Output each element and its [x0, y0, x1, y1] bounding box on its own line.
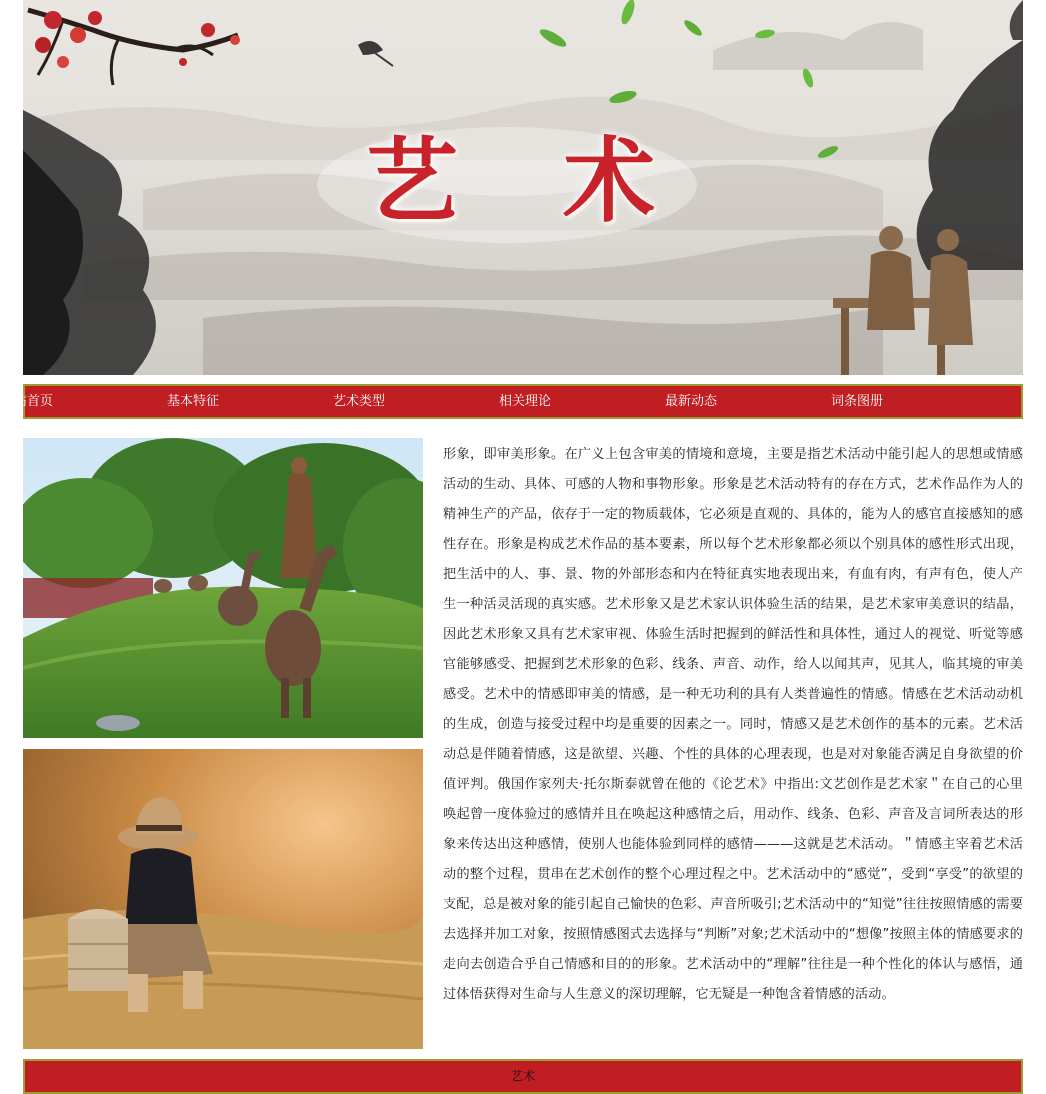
nav-item-theory[interactable]: 相关理论	[498, 394, 551, 409]
garden-statue-photo	[23, 438, 423, 738]
main-nav	[0, 384, 1023, 419]
banner-title-char-1: 艺	[366, 128, 459, 235]
nav-item-news[interactable]: 最新动态	[664, 394, 717, 409]
nav-item-gallery[interactable]: 词条图册	[830, 394, 883, 409]
header-banner	[23, 0, 1023, 375]
ink-landscape-illustration	[23, 0, 1023, 375]
nav-item-features[interactable]: 基本特征	[166, 394, 219, 409]
nav-item-home[interactable]: 网站首页	[0, 394, 53, 409]
nav-item-art-types[interactable]: 艺术类型	[332, 394, 385, 409]
footer-bar: 艺术	[23, 1059, 1023, 1094]
banner-title-char-2: 术	[563, 128, 656, 235]
article-body-text: 形象，即审美形象。在广义上包含审美的情境和意境，主要是指艺术活动中能引起人的思想或情感活动的生动、具体、可感的人物和事物形象。形象是艺术活动特有的存在方式，艺术作品作为人的精神生产的产品，依存于一定的物质载体，它必须是直观的、具体的，能为人的感官直接感知的感性存在。形象是构成艺术作品的基本要素，所以每个艺术形象都必须以个别具体的感性形式出现，把生活中的人、事、景、物的外部形态和内在特征真实地表现出来，有血有肉，有声有色，使人产生一种活灵活现的真实感。艺术形象又是艺术家认识体验生活的结果，是艺术家审美意识的结晶，因此艺术形象又具有艺术家审视、体验生活时把握到的鲜活性和具体性，通过人的视觉、听觉等感官能够感受、把握到艺术形象的色彩、线条、声音、动作，给人以闻其声，见其人，临其境的审美感受。艺术中的情感即审美的情感，是一种无功利的具有人类普遍性的情感。情感在艺术活动动机的生成，创造与接受过程中均是重要的因素之一。同时，情感又是艺术创作的基本的元素。艺术活动总是伴随着情感，这是欲望、兴趣、个性的具体的心理表现，也是对对象能否满足自身欲望的价值评判。俄国作家列夫·托尔斯泰就曾在他的《论艺术》中指出:文艺创作是艺术家＂在自己的心里唤起曾一度体验过的感情并且在唤起这种感情之后，用动作、线条、色彩、声音及言词所表达的形象来传达出这种感情，使别人也能体验到同样的感情———这就是艺术活动。＂情感主宰着艺术活动的整个过程，贯串在艺术创作的整个心理过程之中。艺术活动中的“感觉”，受到“享受”的欲望的支配，总是被对象的能引起自己愉快的色彩、声音所吸引;艺术活动中的“知觉”往往按照情感的需要去选择并加工对象，按照情感图式去选择与“判断”对象;艺术活动中的“想像”按照主体的情感要求的走向去创造合乎自己情感和目的的形象。艺术活动中的“理解”往往是一种个性化的体认与感悟，通过体悟获得对生命与人生意义的深切理解，它无疑是一种饱含着情感的活动。	[443, 447, 1023, 1002]
child-hat-photo	[23, 749, 423, 1049]
